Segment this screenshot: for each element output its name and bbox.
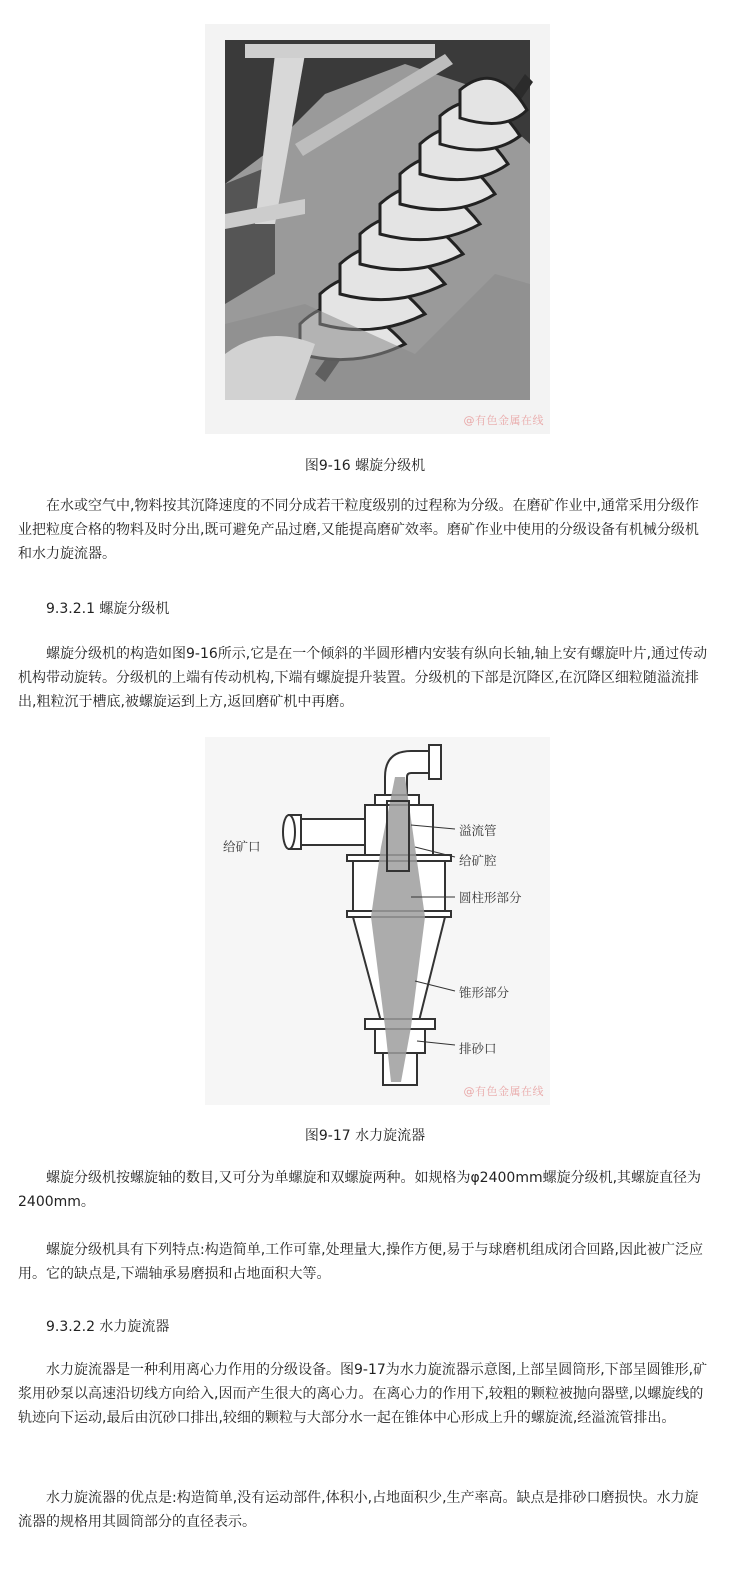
- figure-caption: 图9-17 水力旋流器: [304, 1128, 426, 1144]
- paragraph: 水力旋流器的优点是:构造简单,没有运动部件,体积小,占地面积少,生产率高。缺点是排砂口磨损快。水力旋流器的规格用其圆筒部分的直径表示。: [18, 1490, 699, 1530]
- spiral-classifier-illustration: [205, 24, 550, 434]
- watermark: @有色金属在线: [463, 1085, 544, 1098]
- label-cone: 锥形部分: [459, 985, 510, 1000]
- section-heading: 9.3.2.2 水力旋流器: [46, 1319, 170, 1335]
- label-feed-chamber: 给矿腔: [459, 853, 497, 868]
- paragraph: 螺旋分级机按螺旋轴的数目,又可分为单螺旋和双螺旋两种。如规格为φ2400mm螺旋分级机,其螺旋直径为2400mm。: [18, 1170, 702, 1210]
- label-overflow-pipe: 溢流管: [459, 823, 497, 838]
- label-cylinder: 圆柱形部分: [459, 890, 522, 905]
- paragraph: 螺旋分级机具有下列特点:构造简单,工作可靠,处理量大,操作方便,易于与球磨机组成闭合回路,因此被广泛应用。它的缺点是,下端轴承易磨损和占地面积大等。: [18, 1242, 703, 1282]
- watermark: @有色金属在线: [463, 414, 544, 427]
- hydrocyclone-diagram: [205, 737, 550, 1105]
- paragraph: 水力旋流器是一种利用离心力作用的分级设备。图9-17为水力旋流器示意图,上部呈圆筒形,下部呈圆锥形,矿浆用砂泵以高速沿切线方向给入,因而产生很大的离心力。在离心力的作用下,较粗的颗粒被抛向器壁,以螺旋线的轨迹向下运动,最后由沉砂口排出,较细的颗粒与大部分水一起在锥体中心形成上升的螺旋流,经溢流管排出。: [18, 1362, 708, 1426]
- paragraph: 在水或空气中,物料按其沉降速度的不同分成若干粒度级别的过程称为分级。在磨矿作业中,通常采用分级作业把粒度合格的物料及时分出,既可避免产品过磨,又能提高磨矿效率。磨矿作业中使用的分级设备有机械分级机和水力旋流器。: [18, 498, 699, 562]
- spiral-classifier-photo: [205, 24, 550, 434]
- paragraph: 螺旋分级机的构造如图9-16所示,它是在一个倾斜的半圆形槽内安装有纵向长轴,轴上安有螺旋叶片,通过传动机构带动旋转。分级机的上端有传动机构,下端有螺旋提升装置。分级机的下部是沉降区,在沉降区细粒随溢流排出,粗粒沉于槽底,被螺旋运到上方,返回磨矿机中再磨。: [18, 646, 708, 710]
- label-underflow: 排砂口: [459, 1041, 497, 1056]
- hydrocyclone-illustration: [205, 737, 550, 1105]
- label-inlet: 给矿口: [223, 839, 261, 854]
- figure-caption: 图9-16 螺旋分级机: [304, 458, 426, 474]
- section-heading: 9.3.2.1 螺旋分级机: [46, 601, 170, 617]
